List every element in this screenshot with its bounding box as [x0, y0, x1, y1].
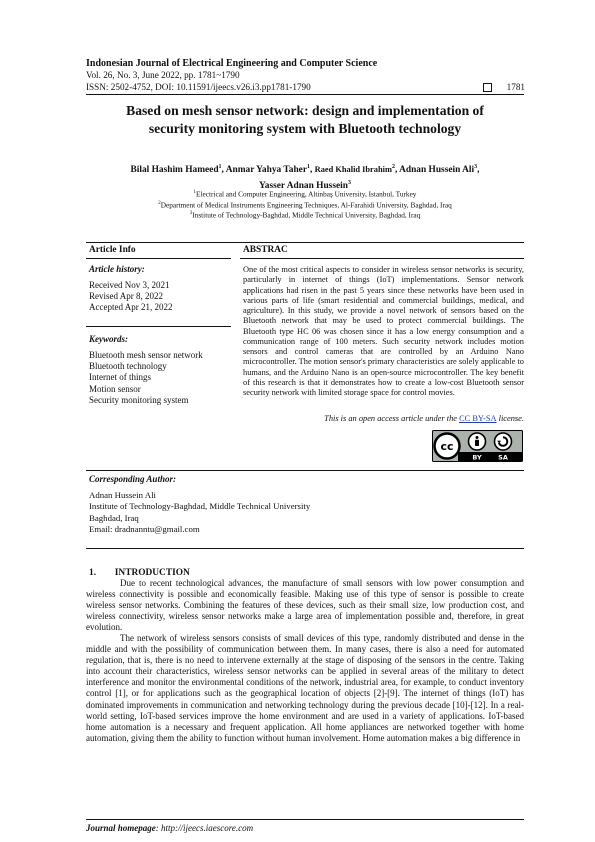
square-icon — [483, 83, 492, 92]
history-item: Revised Apr 8, 2022 — [89, 291, 163, 302]
author: Yasser Adnan Hussein — [259, 181, 348, 192]
corresponding-details — [89, 490, 310, 536]
affiliation — [86, 209, 524, 220]
homepage-sep: : — [155, 823, 162, 833]
header-rule — [86, 94, 524, 95]
corr-name: Adnan Hussein Ali — [89, 490, 156, 500]
author-sep: , — [394, 165, 400, 176]
keywords-list — [89, 350, 203, 406]
page-number: 1781 — [506, 82, 525, 92]
author: Adnan Hussein Ali — [399, 165, 475, 176]
history-item: Accepted Apr 21, 2022 — [89, 302, 173, 313]
introduction-body — [86, 578, 524, 744]
homepage-link[interactable]: http://ijeecs.iaescore.com — [161, 823, 254, 833]
affiliation — [86, 199, 524, 210]
author: Raed Khalid Ibrahim — [314, 165, 392, 175]
oa-suffix: license. — [496, 414, 524, 423]
title-line-1: Based on mesh sensor network: design and implementation of — [126, 103, 484, 118]
author-sup: 1 — [218, 164, 222, 170]
affiliation-sup: 1 — [193, 190, 197, 195]
affiliation-text: Department of Medical Instruments Engineering Techniques, Al-Farahidi University, Baghdad, Iraq — [160, 200, 452, 210]
sa-label: SA — [498, 453, 508, 462]
keyword: Bluetooth mesh sensor network — [89, 350, 203, 360]
corr-email: Email: dradnanntu@gmail.com — [89, 524, 200, 535]
cc-by-sa-link[interactable]: CC BY-SA — [459, 414, 497, 423]
paper-title — [86, 102, 524, 138]
abstract-rule — [240, 258, 524, 259]
oa-prefix: This is an open access article under the — [324, 414, 460, 423]
corresponding-heading: Corresponding Author: — [89, 474, 176, 484]
corr-bottom-rule — [86, 548, 524, 549]
keywords-rule — [86, 326, 231, 327]
author-sup: 3 — [347, 180, 351, 187]
affiliations — [86, 188, 524, 220]
affiliation-sup: 3 — [189, 211, 193, 217]
authors-line-1 — [86, 161, 524, 177]
paragraph: The network of wireless sensors consists of small devices of this type, randomly distributed and dense in the middle and with the possibility of communication between them. In many cases, there is also a need for automated regulation, that is, there is no need to intervene externally at the stage of disposing of the sensors in the centre. Taking into account their characteristics, wireless sensor networks can be applied in several areas of the military to detect interference and monitor the environmental conditions of the network, industrial area, for example, to conduct inventory control [1], or for applications such as the geographical location of objects [2]-[9]. The internet of things (IoT) has dominated improvements in communication and networking technology during the previous decade [10]-[12]. In a real-world setting, IoT-based services improve the home environment and are used in a variety of applications. IoT-based home automation is a necessary and frequent application. All home appliances are networked together with home automation, giving them the ability to function without human involvement. Home automation makes a big difference in — [86, 633, 524, 743]
author: Anmar Yahya Taher — [225, 165, 307, 176]
paragraph: Due to recent technological advances, the manufacture of small sensors with low power consumption and wireless connectivity is possible and economically feasible. Making use of this type of sensor is possible to create wireless sensor networks. Combining the features of these devices, such as their small size, low production cost, and wireless connectivity, wireless sensor networks make a large area of implementation possible and, therefore, in great evolution. — [86, 578, 524, 633]
history-item: Received Nov 3, 2021 — [89, 280, 170, 290]
affiliation-text: Electrical and Computer Engineering, Altinbaş University, Istanbul, Turkey — [196, 189, 417, 199]
keyword: Internet of things — [89, 372, 151, 383]
title-line-2: security monitoring system with Bluetooth technology — [148, 121, 462, 136]
introduction-heading: 1. INTRODUCTION — [89, 568, 190, 578]
affiliation-sup: 2 — [158, 200, 161, 206]
author-sup: 1 — [306, 164, 310, 170]
abstract-text: One of the most critical aspects to consider in wireless sensor networks is security, particularly in internet of things (IoT) implementations. Sensor network applications had risen in the past 5 years since these networks have been used in various parts of life (smart residential and commercial buildings, medical, and agriculture). In this study, we provide a novel network of sensors based on the Bluetooth network that may be used to protect commercial buildings. The Bluetooth type HC 06 was chosen since it has a low energy consumption and a communication range of 100 meters. Such security network includes motion sensors and control cameras that are controlled by an Arduino Nano microcontroller. The motion sensor's primary characteristics are solely applicable to humans, and the Arduino Nano is an open-source microcontroller. The key benefit of this research is that it demonstrates how to create a low-cost Bluetooth sensor security network with limited storage space for control movies. — [243, 265, 524, 397]
history-heading: Article history: — [89, 264, 145, 274]
author-sup: 3 — [474, 164, 478, 170]
footer-rule — [86, 819, 524, 820]
author-sep: , — [221, 165, 226, 176]
corr-city: Baghdad, Iraq — [89, 512, 139, 523]
article-history — [89, 280, 172, 314]
journal-volume: Vol. 26, No. 3, June 2022, pp. 1781~1790 — [86, 70, 240, 80]
author: Bilal Hashim Hameed — [130, 165, 219, 176]
abstract-heading: ABSTRAC — [243, 245, 288, 255]
affiliation — [86, 188, 524, 199]
author-sep: , — [309, 165, 315, 176]
corr-institute: Institute of Technology-Baghdad, Middle Technical University — [89, 501, 311, 512]
keywords-heading: Keywords: — [89, 334, 128, 344]
by-label: BY — [472, 453, 482, 462]
keyword: Security monitoring system — [89, 394, 189, 405]
open-access-note — [243, 414, 524, 423]
homepage-label: Journal homepage — [86, 823, 156, 833]
keyword: Bluetooth technology — [89, 361, 167, 372]
cc-label: cc — [440, 440, 454, 453]
info-top-rule — [86, 242, 524, 243]
affiliation-text: Institute of Technology-Baghdad, Middle Technical University, Baghdad, Iraq — [192, 210, 421, 220]
author-sup: 2 — [391, 164, 395, 170]
journal-homepage — [86, 823, 253, 833]
keyword: Motion sensor — [89, 383, 141, 394]
cc-by-sa-badge-icon[interactable] — [432, 430, 523, 462]
journal-issn-doi: ISSN: 2502-4752, DOI: 10.11591/ijeecs.v26.i3.pp1781-1790 — [86, 82, 311, 92]
article-info-heading: Article Info — [89, 245, 136, 255]
corr-top-rule — [86, 470, 524, 471]
author-sep: , — [477, 165, 480, 176]
info-rule — [86, 258, 231, 259]
journal-title: Indonesian Journal of Electrical Engineering and Computer Science — [86, 58, 378, 69]
